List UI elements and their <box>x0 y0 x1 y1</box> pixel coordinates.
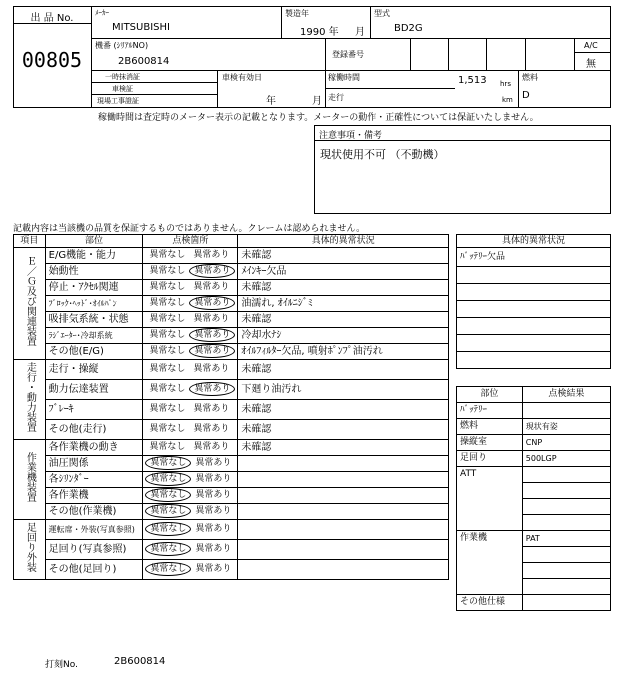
abnormal-option: 異常あり <box>189 296 235 310</box>
normal-option: 異常なし <box>149 346 186 356</box>
abnormal-option: 異常あり <box>195 474 232 484</box>
normal-option: 異常なし <box>149 424 186 434</box>
serial-value: 2B600814 <box>118 56 170 67</box>
table-row <box>14 280 449 296</box>
part-cell: 走行・操縦 <box>45 360 143 380</box>
result-value-cell <box>522 515 610 531</box>
result-value-cell <box>522 595 610 611</box>
table-row <box>457 467 611 483</box>
table-row <box>14 400 449 420</box>
shipment-no-label: 出 品 No. <box>30 13 74 24</box>
year-label: 製造年 <box>285 9 309 18</box>
detail-cell: ﾒｲﾝｷｰ欠品 <box>238 264 449 280</box>
abnormal-option: 異常あり <box>193 424 230 434</box>
abnormal-option: 異常あり <box>195 490 232 500</box>
normal-option: 異常なし <box>149 282 186 292</box>
group-label-text: Ｅ／Ｇ及び関連装置 <box>24 256 36 346</box>
table-row <box>14 344 449 360</box>
part-cell: 各作業機 <box>45 488 143 504</box>
part-cell: 各ｼﾘﾝﾀﾞｰ <box>45 472 143 488</box>
abnormal-option: 異常あり <box>195 458 232 468</box>
result-value-cell: 現状有姿 <box>522 419 610 435</box>
abnormal-option: 異常あり <box>193 282 230 292</box>
inspection-header-row <box>14 235 449 248</box>
result-value-cell: CNP <box>522 435 610 451</box>
abnormal-detail-cell <box>457 335 611 352</box>
check-cell <box>143 440 238 456</box>
list-item <box>457 318 611 335</box>
result-value-cell <box>522 579 610 595</box>
check-cell <box>143 344 238 360</box>
inspection-cert-label: 車検証 <box>112 85 133 93</box>
check-cell <box>143 420 238 440</box>
abnormal-detail-cell <box>457 352 611 369</box>
table-row <box>14 420 449 440</box>
group-label <box>14 248 46 360</box>
part-cell: ﾌﾞﾚｰｷ <box>45 400 143 420</box>
year-value: 1990 年 <box>300 27 339 38</box>
table-row <box>457 419 611 435</box>
result-value-cell <box>522 467 610 483</box>
group-label-text: 作業機装置 <box>24 452 36 502</box>
run-label: 走行 <box>328 93 344 102</box>
stamp-value: 2B600814 <box>114 656 166 667</box>
check-cell <box>143 328 238 344</box>
check-cell <box>143 380 238 400</box>
table-row <box>457 595 611 611</box>
part-cell: 吸排気系統・状態 <box>45 312 143 328</box>
list-item <box>457 267 611 284</box>
check-cell <box>143 312 238 328</box>
detail-cell <box>238 560 449 580</box>
normal-option: 異常なし <box>149 266 186 276</box>
check-cell <box>143 400 238 420</box>
group-label <box>14 440 46 520</box>
list-item <box>457 352 611 369</box>
abnormal-detail-cell: ﾊﾞｯﾃﾘｰ欠品 <box>457 248 611 267</box>
detail-cell: 未確認 <box>238 400 449 420</box>
table-row <box>457 531 611 547</box>
normal-option: 異常なし <box>149 442 186 452</box>
table-row <box>14 380 449 400</box>
shipment-no: 00805 <box>21 48 83 72</box>
results-table <box>456 386 611 611</box>
part-cell: その他(作業機) <box>45 504 143 520</box>
detail-cell <box>238 540 449 560</box>
ac-label: A/C <box>584 41 598 50</box>
normal-option: 異常なし <box>149 384 186 394</box>
table-row <box>14 296 449 312</box>
detail-cell <box>238 488 449 504</box>
check-cell <box>143 472 238 488</box>
detail-cell: 未確認 <box>238 248 449 264</box>
inspection-table <box>13 234 449 580</box>
expiry-month-unit: 月 <box>312 96 322 107</box>
normal-option: 異常なし <box>149 330 186 340</box>
table-row <box>14 560 449 580</box>
part-cell: 足回り(写真参照) <box>45 540 143 560</box>
result-part-cell: 燃料 <box>457 419 523 435</box>
normal-option: 異常なし <box>145 488 191 502</box>
header-part: 部位 <box>45 235 143 248</box>
table-row <box>14 472 449 488</box>
detail-cell: 未確認 <box>238 420 449 440</box>
detail-cell: 未確認 <box>238 440 449 456</box>
result-part-cell: その他仕様 <box>457 595 523 611</box>
abnormal-detail-cell <box>457 267 611 284</box>
results-header-result: 点検結果 <box>522 387 610 403</box>
table-row <box>14 312 449 328</box>
detail-cell: 未確認 <box>238 312 449 328</box>
hours-label: 稼働時間 <box>328 73 360 82</box>
model-value: BD2G <box>394 23 423 34</box>
list-item <box>457 284 611 301</box>
detail-cell: 冷却水ﾅｼ <box>238 328 449 344</box>
notes-text: 現状使用不可 （不動機） <box>320 148 445 161</box>
abnormal-option: 異常あり <box>189 328 235 342</box>
results-header-part: 部位 <box>457 387 523 403</box>
normal-option: 異常なし <box>145 472 191 486</box>
table-row <box>14 488 449 504</box>
part-cell: 各作業機の動き <box>45 440 143 456</box>
normal-option: 異常なし <box>149 298 186 308</box>
result-part-cell: ﾊﾞｯﾃﾘｰ <box>457 403 523 419</box>
group-label <box>14 360 46 440</box>
detail-cell: 未確認 <box>238 280 449 296</box>
abnormal-option: 異常あり <box>193 250 230 260</box>
table-row <box>14 328 449 344</box>
check-cell <box>143 280 238 296</box>
abnormal-option: 異常あり <box>195 524 232 534</box>
check-cell <box>143 360 238 380</box>
group-label <box>14 520 46 580</box>
abnormal-option: 異常あり <box>189 344 235 358</box>
temp-cert-label: 一時抹消証 <box>105 73 140 81</box>
normal-option: 異常なし <box>145 456 191 470</box>
expiry-year-unit: 年 <box>266 96 276 107</box>
detail-cell <box>238 520 449 540</box>
abnormal-detail-cell <box>457 284 611 301</box>
normal-option: 異常なし <box>145 522 191 536</box>
abnormal-option: 異常あり <box>193 314 230 324</box>
hours-value: 1,513 <box>458 75 487 86</box>
table-row <box>457 435 611 451</box>
result-value-cell <box>522 483 610 499</box>
part-cell: E/G機能・能力 <box>45 248 143 264</box>
part-cell: 停止・ｱｸｾﾙ関連 <box>45 280 143 296</box>
detail-cell <box>238 472 449 488</box>
table-row <box>14 540 449 560</box>
quality-disclaimer: 記載内容は当該機の品質を保証するものではありません。クレームは認められません。 <box>13 224 366 234</box>
part-cell: その他(走行) <box>45 420 143 440</box>
check-cell <box>143 456 238 472</box>
check-cell <box>143 560 238 580</box>
normal-option: 異常なし <box>145 542 191 556</box>
check-cell <box>143 248 238 264</box>
notes-label: 注意事項・備考 <box>319 131 383 141</box>
normal-option: 異常なし <box>149 364 186 374</box>
normal-option: 異常なし <box>149 404 186 414</box>
result-part-cell: 作業機 <box>457 531 523 595</box>
ac-value: 無 <box>586 59 596 70</box>
group-label-text: 足回り外装 <box>24 522 36 572</box>
header-detail: 具体的異常状況 <box>238 235 449 248</box>
table-row <box>457 403 611 419</box>
abnormal-option: 異常あり <box>193 364 230 374</box>
stamp-label: 打刻No. <box>45 660 78 670</box>
table-row <box>14 456 449 472</box>
header-item: 項目 <box>14 235 46 248</box>
detail-cell: 未確認 <box>238 360 449 380</box>
abnormal-detail-cell <box>457 318 611 335</box>
normal-option: 異常なし <box>145 562 191 576</box>
result-part-cell: 足回り <box>457 451 523 467</box>
abnormal-detail-header-row <box>457 235 611 248</box>
check-cell <box>143 296 238 312</box>
part-cell: 始動性 <box>45 264 143 280</box>
check-cell <box>143 264 238 280</box>
result-value-cell: PAT <box>522 531 610 547</box>
result-part-cell: ATT <box>457 467 523 531</box>
year-month-suffix: 月 <box>355 27 365 38</box>
table-row <box>14 520 449 540</box>
part-cell: その他(E/G) <box>45 344 143 360</box>
registration-label: 登録番号 <box>332 50 364 59</box>
abnormal-detail-cell <box>457 301 611 318</box>
part-cell: 動力伝達装置 <box>45 380 143 400</box>
detail-cell: 油濡れ, ｵｲﾙﾆｼﾞﾐ <box>238 296 449 312</box>
normal-option: 異常なし <box>149 314 186 324</box>
result-value-cell <box>522 563 610 579</box>
abnormal-option: 異常あり <box>189 382 235 396</box>
hours-disclaimer: 稼働時間は査定時のメーター表示の記載となります。メーターの動作・正確性については保証いたしません。 <box>98 113 539 123</box>
abnormal-option: 異常あり <box>195 506 232 516</box>
km-unit: km <box>502 96 513 104</box>
detail-cell: ｵｲﾙﾌｨﾙﾀｰ欠品, 噴射ﾎﾟﾝﾌﾟ油汚れ <box>238 344 449 360</box>
inspection-expiry-label: 車検有効日 <box>222 73 262 82</box>
result-value-cell <box>522 547 610 563</box>
fuel-label: 燃料 <box>522 73 538 82</box>
result-value-cell: 500LGP <box>522 451 610 467</box>
check-cell <box>143 520 238 540</box>
maker-value: MITSUBISHI <box>112 22 170 33</box>
model-label: 型式 <box>374 9 390 18</box>
part-cell: 油圧関係 <box>45 456 143 472</box>
part-cell: 運転席・外装(写真参照) <box>45 520 143 540</box>
abnormal-option: 異常あり <box>193 404 230 414</box>
table-row <box>14 248 449 264</box>
table-row <box>14 264 449 280</box>
table-row <box>457 451 611 467</box>
detail-cell <box>238 456 449 472</box>
part-cell: ﾌﾞﾛｯｸ･ﾍｯﾄﾞ･ｵｲﾙﾊﾟﾝ <box>45 296 143 312</box>
abnormal-option: 異常あり <box>193 442 230 452</box>
normal-option: 異常なし <box>149 250 186 260</box>
group-label-text: 走行・動力装置 <box>24 362 36 432</box>
detail-cell <box>238 504 449 520</box>
fuel-value: D <box>522 90 530 101</box>
check-cell <box>143 540 238 560</box>
header-check: 点検箇所 <box>143 235 238 248</box>
abnormal-detail-table <box>456 234 611 369</box>
result-value-cell <box>522 499 610 515</box>
results-header-row <box>457 387 611 403</box>
abnormal-option: 異常あり <box>195 564 232 574</box>
abnormal-option: 異常あり <box>189 264 235 278</box>
maker-label: ﾒｰｶｰ <box>95 9 109 17</box>
result-part-cell: 操縦室 <box>457 435 523 451</box>
table-row <box>14 504 449 520</box>
abnormal-option: 異常あり <box>195 544 232 554</box>
part-cell: ﾗｼﾞｴｰﾀｰ･冷却系統 <box>45 328 143 344</box>
table-row <box>14 440 449 456</box>
list-item <box>457 335 611 352</box>
serial-label: 機番 (ｼﾘｱﾙNO) <box>95 41 149 50</box>
part-cell: その他(足回り) <box>45 560 143 580</box>
list-item <box>457 248 611 267</box>
list-item <box>457 301 611 318</box>
work-cert-label: 現場工事證証 <box>97 97 139 105</box>
check-cell <box>143 504 238 520</box>
abnormal-detail-header: 具体的異常状況 <box>457 235 611 248</box>
table-row <box>14 360 449 380</box>
result-value-cell <box>522 403 610 419</box>
check-cell <box>143 488 238 504</box>
normal-option: 異常なし <box>145 504 191 518</box>
detail-cell: 下廻り油汚れ <box>238 380 449 400</box>
hours-unit: hrs <box>500 80 511 88</box>
